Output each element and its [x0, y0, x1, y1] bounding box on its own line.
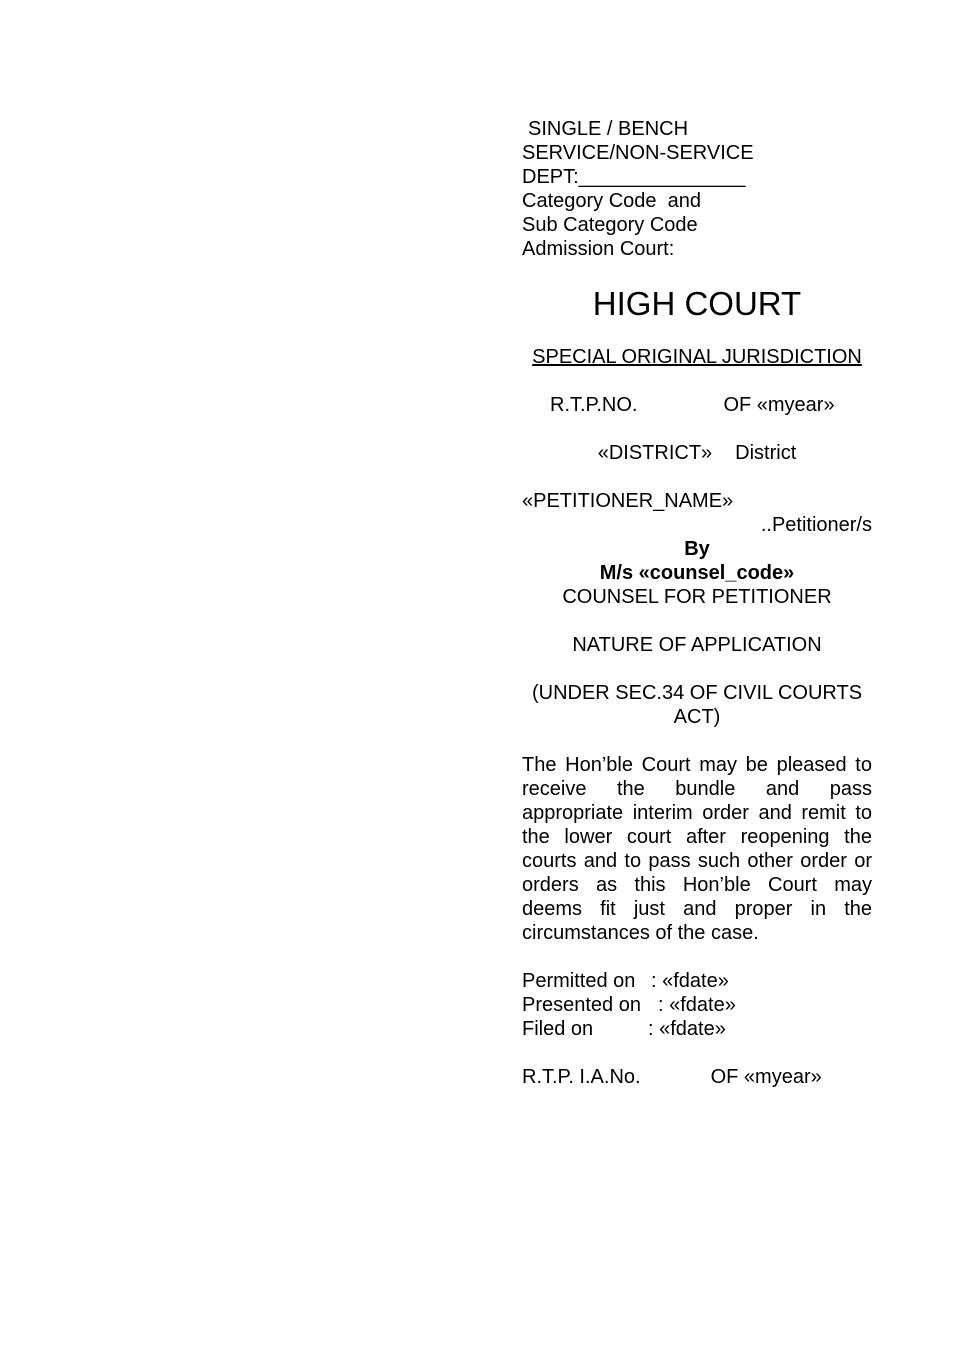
rtp-year: OF «myear» — [723, 394, 835, 416]
jurisdiction-heading — [522, 345, 872, 369]
header-block — [522, 117, 872, 261]
counsel-role: COUNSEL FOR PETITIONER — [562, 586, 832, 608]
permitted-label: Permitted on — [522, 970, 636, 992]
presented-label: Presented on — [522, 994, 641, 1016]
category-code-line: Category Code and — [522, 190, 702, 212]
prayer-paragraph: The Hon’ble Court may be pleased to receive the bundle and pass appropriate interim order and remit to the lower court after reopening the courts and to pass such other order or orders as this Hon’ble Court may deems fit just and proper in the circumstances of the case. — [522, 754, 872, 944]
district-label: District — [735, 442, 797, 464]
presented-value: : «fdate» — [658, 994, 736, 1016]
filed-value: : «fdate» — [648, 1018, 726, 1040]
service-type: SERVICE/NON-SERVICE — [522, 142, 754, 164]
petitioner-role: ..Petitioner/s — [760, 514, 872, 536]
nature-of-application: NATURE OF APPLICATION — [572, 634, 822, 656]
statutory-provision: (UNDER SEC.34 OF CIVIL COURTS ACT) — [531, 682, 863, 728]
ia-number-line — [522, 1065, 872, 1089]
filed-label: Filed on — [522, 1018, 594, 1040]
permitted-row — [522, 969, 872, 993]
ia-year: OF «myear» — [710, 1066, 822, 1088]
petitioner-name: «PETITIONER_NAME» — [522, 490, 734, 512]
counsel-name: M/s «counsel_code» — [599, 562, 795, 584]
filed-row — [522, 1017, 872, 1041]
jurisdiction-text: SPECIAL ORIGINAL JURISDICTION — [532, 346, 862, 368]
petitioner-block — [522, 489, 872, 609]
court-title: HIGH COURT — [592, 285, 802, 322]
dates-block — [522, 969, 872, 1041]
ia-label: R.T.P. I.A.No. — [522, 1066, 641, 1088]
rtp-number-line — [522, 393, 872, 417]
district-field: «DISTRICT» — [597, 442, 713, 464]
presented-row — [522, 993, 872, 1017]
admission-court: Admission Court: — [522, 238, 675, 260]
district-line — [522, 441, 872, 465]
by-label: By — [684, 538, 710, 560]
rtp-label: R.T.P.NO. — [550, 394, 638, 416]
sub-category-code-line: Sub Category Code — [522, 214, 698, 236]
permitted-value: : «fdate» — [651, 970, 729, 992]
bench-type: SINGLE / BENCH — [528, 118, 689, 140]
document-column — [522, 117, 872, 1089]
department-field: DEPT:_______________ — [522, 166, 746, 188]
